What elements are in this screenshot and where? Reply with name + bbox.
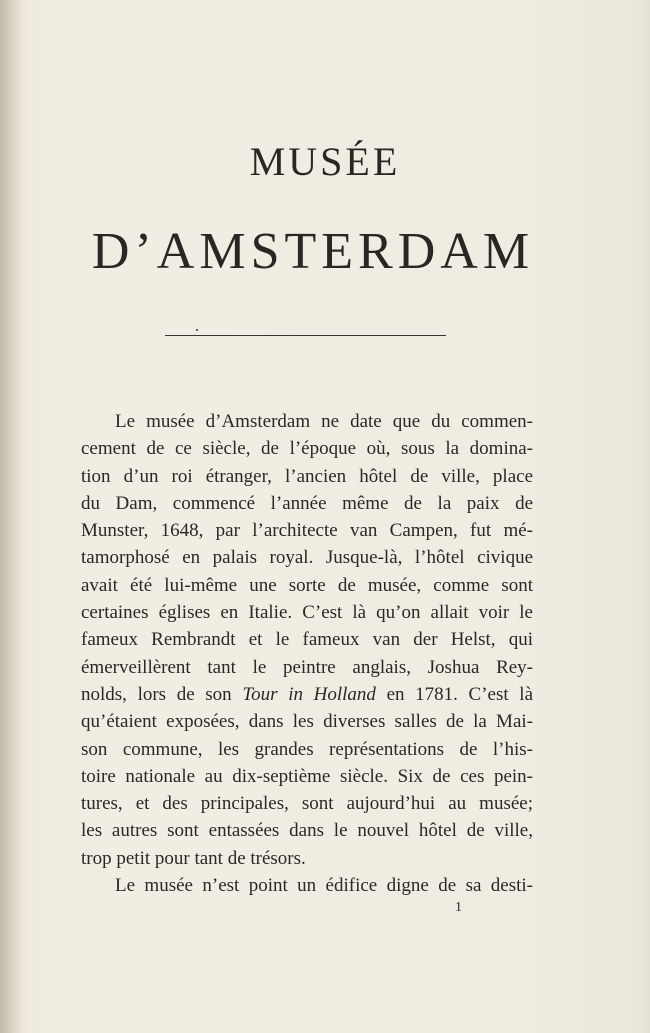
text-line: son commune, les grandes représentations de l’his- [81, 738, 533, 760]
italic-title: Tour in Holland [242, 683, 376, 705]
text-segment: nolds, lors de son [81, 683, 243, 705]
text-line: fameux Rembrandt et le fameux van der Helst, qui [81, 629, 533, 651]
text-line: qu’étaient exposées, dans les diverses salles de la Mai- [81, 711, 533, 733]
text-segment: en 1781. C’est là [375, 683, 534, 705]
text-line: émerveillèrent tant le peintre anglais, Joshua Rey- [81, 656, 533, 678]
title-line-1: MUSÉE [249, 139, 401, 184]
text-line: trop petit pour tant de trésors. [81, 847, 306, 869]
body-text [81, 408, 533, 899]
title-line-2: D’AMSTERDAM [91, 223, 535, 280]
text-line: cement de ce siècle, de l’époque où, sous la domina- [81, 438, 533, 460]
text-line: du Dam, commencé l’année même de la paix de [81, 492, 533, 514]
text-line-with-italic [81, 681, 533, 708]
divider-ornament-dot [196, 329, 198, 331]
text-line: avait été lui-même une sorte de musée, comme sont [81, 574, 533, 596]
text-line: tures, et des principales, sont aujourd’hui au musée; [81, 793, 533, 815]
page-number: 1 [455, 900, 462, 915]
title-divider-rule [165, 335, 446, 336]
text-line: Le musée d’Amsterdam ne date que du commen- [115, 411, 533, 432]
text-line: tamorphosé en palais royal. Jusque-là, l’hôtel civique [81, 547, 533, 569]
text-line: tion d’un roi étranger, l’ancien hôtel de ville, place [81, 465, 533, 487]
text-line: Le musée n’est point un édifice digne de sa desti- [115, 875, 533, 897]
text-line: toire nationale au dix-septième siècle. Six de ces pein- [81, 765, 533, 787]
text-line: Munster, 1648, par l’architecte van Campen, fut mé- [81, 520, 533, 542]
text-line: les autres sont entassées dans le nouvel hôtel de ville, [81, 820, 533, 842]
text-line: certaines églises en Italie. C’est là qu’on allait voir le [81, 602, 533, 624]
